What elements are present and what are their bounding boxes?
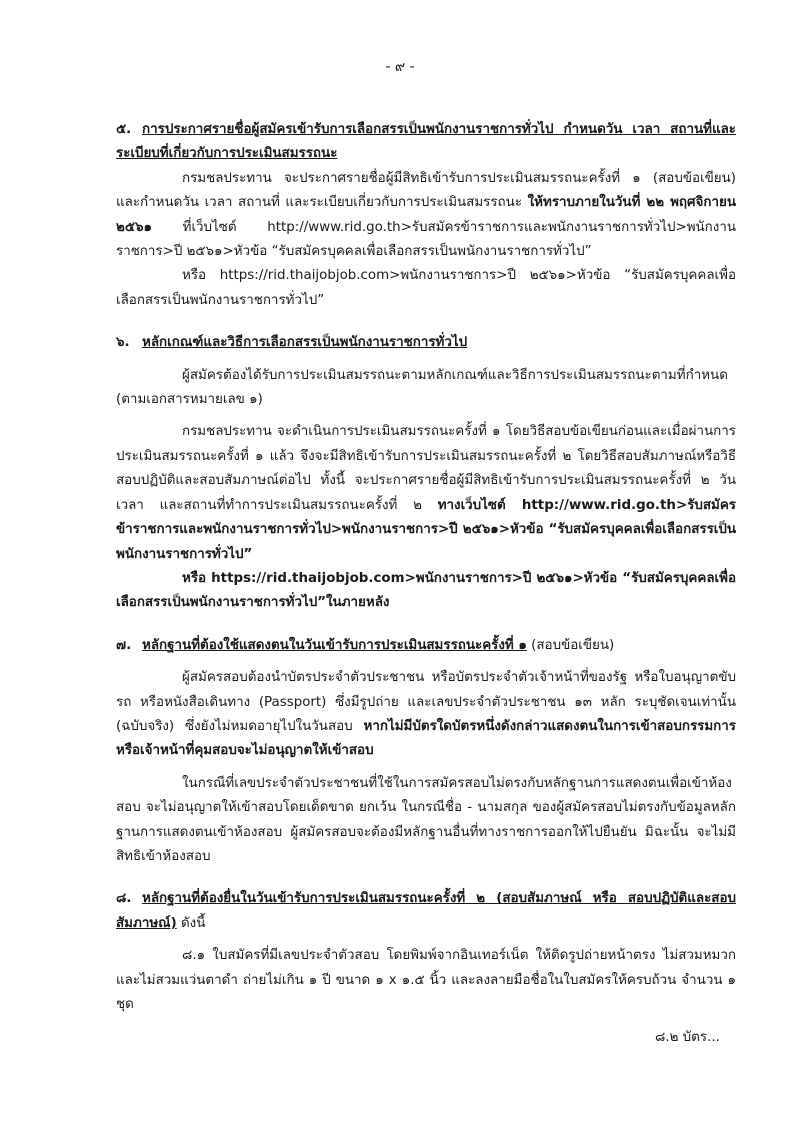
paragraph <box>116 567 736 616</box>
section-number: ๗. <box>116 637 132 653</box>
document-body <box>116 118 736 1017</box>
paragraph-bold-text: ทางเว็บไซต์ http://www.rid.go.th>รับสมัครข้าราชการและพนักงานราชการทั่วไป>พนักงานราชการ>ปี ๒๕๖๑>หัวข้อ “รับสมัครบุคคลเพื่อเลือกสรรเป็นพนักงานราชการทั่วไป” <box>116 497 736 562</box>
paragraph-text: ผู้สมัครสอบต้องนำบัตรประจำตัวประชาชน หรือบัตรประจำตัวเจ้าหน้าที่ของรัฐ หรือใบอนุญาตขับรถ หรือหนังสือเดินทาง (Passport) ซึ่งมีรูปถ่าย และเลขประจำตัวประชาชน ๑๓ หลัก ระบุชัดเจนเท่านั้น (ฉบับจริง) ซึ่งยังไม่หมดอายุไปในวันสอบ <box>116 670 736 734</box>
paragraph-text: ผู้สมัครต้องได้รับการประเมินสมรรถนะตามหลักเกณฑ์และวิธีการประเมินสมรรถนะตามที่กำหนด (ตามเอกสารหมายเลข ๑) <box>116 367 728 408</box>
paragraph-text: หรือ https://rid.thaijobjob.com>พนักงานราชการ>ปี ๒๕๖๑>หัวข้อ “รับสมัครบุคคลเพื่อเลือกสรรเป็นพนักงานราชการทั่วไป” <box>116 268 736 308</box>
paragraph-text: ๘.๑ ใบสมัครที่มีเลขประจำตัวสอบ โดยพิมพ์จากอินเทอร์เน็ต ให้ติดรูปถ่ายหน้าตรง ไม่สวมหมวก และไม่สวมแว่นตาดำ ถ่ายไม่เกิน ๑ ปี ขนาด ๑ x ๑.๕ นิ้ว และลงลายมือชื่อในใบสมัครให้ครบถ้วน จำนวน ๑ ชุด <box>116 948 736 1012</box>
paragraph <box>116 666 736 764</box>
section-title: หลักเกณฑ์และวิธีการเลือกสรรเป็นพนักงานราชการทั่วไป <box>142 335 468 351</box>
paragraph-text: กรมชลประทาน จะประกาศรายชื่อผู้มีสิทธิเข้ารับการประเมินสมรรถนะครั้งที่ ๑ (สอบข้อเขียน) และกำหนดวัน เวลา สถานที่ และระเบียบเกี่ยวกับการประเมินสมรรถนะ <box>116 170 736 211</box>
continued-next-page: ๘.๒ บัตร... <box>655 1030 720 1045</box>
paragraph <box>116 364 736 413</box>
section-heading <box>116 887 736 936</box>
paragraph-bold-text: ให้ทราบภายในวันที่ ๒๒ พฤศจิกายน ๒๕๖๑ <box>116 195 736 235</box>
paragraph <box>116 167 736 265</box>
section-5 <box>116 118 736 313</box>
section-title: การประกาศรายชื่อผู้สมัครเข้ารับการเลือกสรรเป็นพนักงานราชการทั่วไป กำหนดวัน เวลา สถานที่และระเบียบที่เกี่ยวกับการประเมินสมรรถนะ <box>116 122 736 162</box>
paragraph-bold-text: หากไม่มีบัตรใดบัตรหนึ่งดังกล่าวแสดงตนในการเข้าสอบกรรมการหรือเจ้าหน้าที่คุมสอบจะไม่อนุญาตให้เข้าสอบ <box>116 718 736 759</box>
section-7 <box>116 634 736 870</box>
section-title-suffix: ดังนี้ <box>176 915 206 931</box>
section-6 <box>116 331 736 615</box>
section-heading <box>116 331 736 355</box>
section-8 <box>116 887 736 1017</box>
paragraph-text: ในกรณีที่เลขประจำตัวประชาชนที่ใช้ในการสมัครสอบไม่ตรงกับหลักฐานการแสดงตนเพื่อเข้าห้องสอบ จะไม่อนุญาตให้เข้าสอบโดยเด็ดขาด ยกเว้น ในกรณีชื่อ - นามสกุล ของผู้สมัครสอบไม่ตรงกับข้อมูลหลักฐานการแสดงตนเข้าห้องสอบ ผู้สมัครสอบจะต้องมีหลักฐานอื่นที่ทางราชการออกให้ไปยืนยัน มิฉะนั้น จะไม่มีสิทธิเข้าห้องสอบ <box>116 775 736 864</box>
paragraph-bold-text: หรือ https://rid.thaijobjob.com>พนักงานราชการ>ปี ๒๕๖๑>หัวข้อ “รับสมัครบุคคลเพื่อเลือกสรรเป็นพนักงานราชการทั่วไป”ในภายหลัง <box>116 570 736 611</box>
section-number: ๖. <box>116 335 130 351</box>
section-title-suffix: (สอบข้อเขียน) <box>526 637 615 653</box>
paragraph-text: ที่เว็บไซต์ http://www.rid.go.th>รับสมัครข้าราชการและพนักงานราชการทั่วไป>พนักงานราชการ>ปี ๒๕๖๑>หัวข้อ “รับสมัครบุคคลเพื่อเลือกสรรเป็นพนักงานราชการทั่วไป” <box>116 219 736 260</box>
paragraph <box>116 420 736 566</box>
paragraph <box>116 944 736 1017</box>
page-number: - ๙ - <box>385 59 415 75</box>
paragraph <box>116 264 736 313</box>
paragraph <box>116 772 736 870</box>
section-number: ๘. <box>116 891 132 907</box>
section-heading <box>116 634 736 658</box>
paragraph-text: กรมชลประทาน จะดำเนินการประเมินสมรรถนะครั้งที่ ๑ โดยวิธีสอบข้อเขียนก่อนและเมื่อผ่านการประเมินสมรรถนะครั้งที่ ๑ แล้ว จึงจะมีสิทธิเข้ารับการประเมินสมรรถนะครั้งที่ ๒ โดยวิธีสอบสัมภาษณ์หรือวิธีสอบปฏิบัติและสอบสัมภาษณ์ต่อไป ทั้งนี้ จะประกาศรายชื่อผู้มีสิทธิเข้ารับการประเมินสมรรถนะครั้งที่ ๒ วัน เวลา และสถานที่ทำการประเมินสมรรถนะครั้งที่ ๒ <box>116 424 736 513</box>
section-title: หลักฐานที่ต้องยื่นในวันเข้ารับการประเมินสมรรถนะครั้งที่ ๒ (สอบสัมภาษณ์ หรือ สอบปฏิบัติและสอบสัมภาษณ์) <box>116 891 736 931</box>
section-heading <box>116 118 736 167</box>
section-title: หลักฐานที่ต้องใช้แสดงตนในวันเข้ารับการประเมินสมรรถนะครั้งที่ ๑ <box>142 637 527 653</box>
section-number: ๕. <box>116 122 132 137</box>
